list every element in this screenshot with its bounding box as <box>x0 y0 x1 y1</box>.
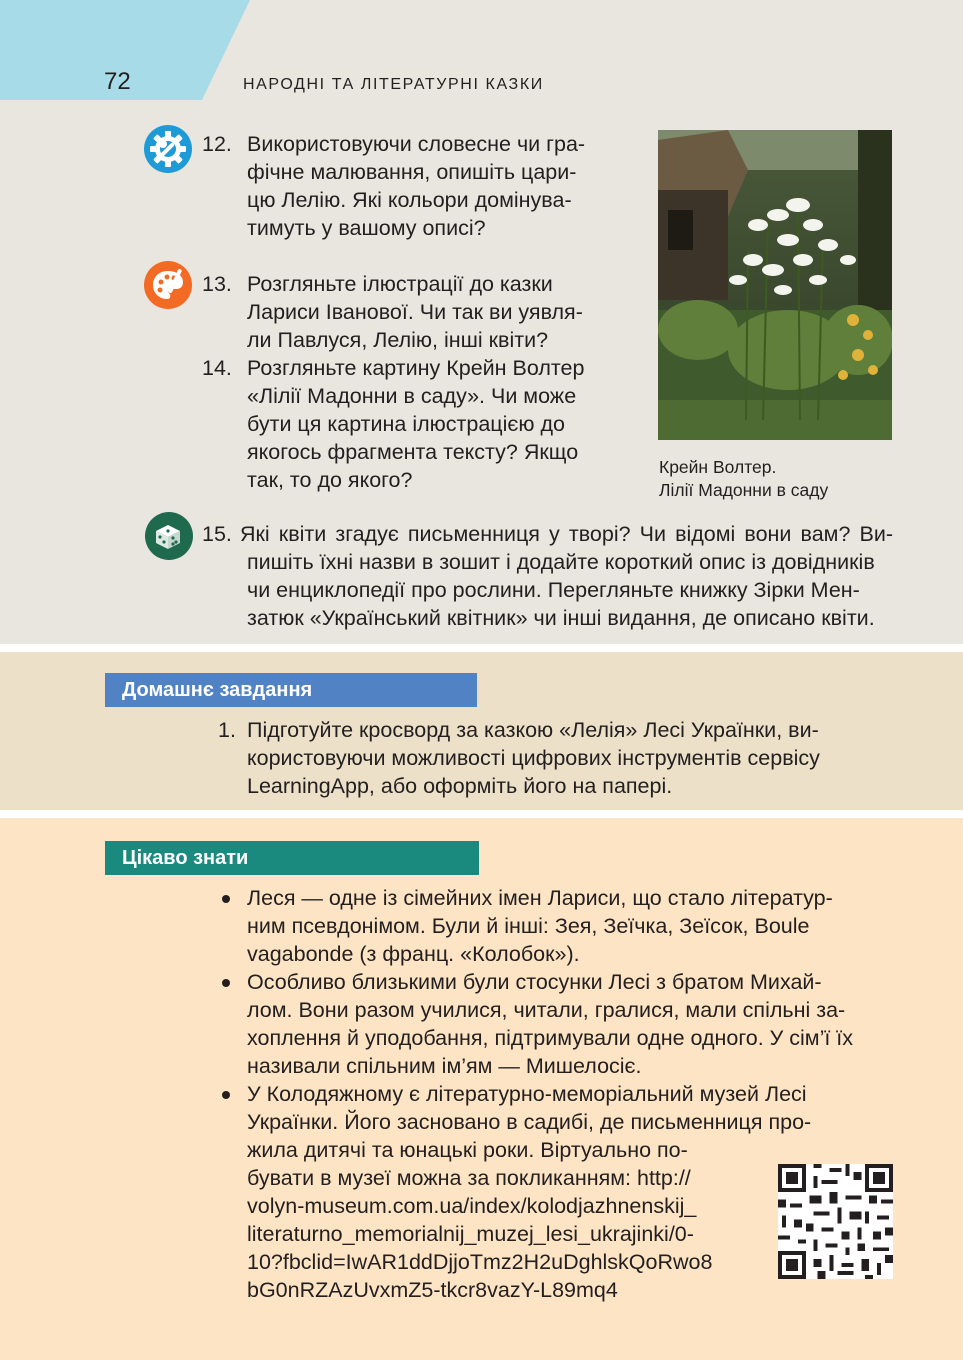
task-number: 12. <box>202 132 232 156</box>
bullet-dot <box>222 979 230 987</box>
task-14 <box>202 354 613 494</box>
task-number: 15. <box>202 522 232 546</box>
running-title: НАРОДНІ ТА ЛІТЕРАТУРНІ КАЗКИ <box>243 76 544 93</box>
qr-code-icon[interactable] <box>778 1164 893 1279</box>
caption-title: Лілії Мадонни в саду <box>659 480 829 500</box>
interesting-heading: Цікаво знати <box>105 841 479 875</box>
section-divider <box>0 644 963 652</box>
homework-heading: Домашнє завдання <box>105 673 477 707</box>
task-13 <box>202 270 613 354</box>
bullet-dot <box>222 1091 230 1099</box>
dice-icon <box>144 511 194 561</box>
page-number: 72 <box>104 68 131 95</box>
painting-madonna-lilies <box>658 130 892 440</box>
task-12 <box>202 130 613 242</box>
task-number: 13. <box>202 272 232 296</box>
list-item-text: У Колодяжному є літературно-меморіальний музей Лесі Українки. Його засновано в садибі, де письменниця про- жила дитячі та юнацькі роки. Віртуально по- бувати в музеї можна за покликанням: http:// volyn-museum.com.ua/index/kolodjazhnenskij_ literaturno_memorialnij_muzej_lesi_ukrajinki/0- 10?fbclid=IwAR1ddDjjoTmz2H2uDghlskQoRwo8 bG0nRZAzUvxmZ5-tkcr8vazY-L89mq4 <box>247 1082 812 1302</box>
task-text-first-line: Які квіти згадує письменниця у творі? Чи відомі вони вам? Ви- <box>240 522 893 546</box>
list-item-text: Особливо близькими були стосунки Лесі з братом Михай- лом. Вони разом училися, читали, гралися, мали спільні за- хоплення й уподобання, підтримували одне одного. У сім’ї їх називали спільним ім’ям — Мишелосіє. <box>247 970 854 1078</box>
task-number: 14. <box>202 356 232 380</box>
section-divider <box>0 810 963 818</box>
task-text: Розгляньте картину Крейн Волтер «Лілії Мадонни в саду». Чи може бути ця картина ілюстрацією до якогось фрагмента тексту? Якщо так, то до якого? <box>247 356 585 492</box>
palette-icon <box>143 260 193 310</box>
caption-author: Крейн Волтер. <box>659 457 777 477</box>
bullet-dot <box>222 895 230 903</box>
task-text: Використовуючи словесне чи гра- фічне малювання, опишіть цари- цю Лелію. Які кольори домінува- тимуть у вашому описі? <box>247 132 586 240</box>
task-15 <box>202 520 893 632</box>
homework-number: 1. <box>218 718 236 742</box>
figure-caption <box>659 456 828 502</box>
task-text: пишіть їхні назви в зошит і додайте короткий опис із довідників чи енциклопедії про рослини. Перегляньте книжку Зірки Мен- затюк «Український квітник» чи інші видання, де описано квіти. <box>247 550 875 630</box>
list-item-text: Леся — одне із сімейних імен Лариси, що стало літератур- ним псевдонімом. Були й інші: Зея, Зеїчка, Зеїсок, Boule vagabonde (з франц. «Колобок»). <box>247 886 833 966</box>
task-text: Розгляньте ілюстрації до казки Лариси Іванової. Чи так ви уявля- ли Павлуся, Лелію, інші квіти? <box>247 272 583 352</box>
homework-text: Підготуйте кросворд за казкою «Лелія» Лесі Українки, ви- користовуючи можливості цифрових інструментів сервісу LearningApp, або оформіть його на папері. <box>247 718 820 798</box>
gear-wrench-icon <box>143 124 193 174</box>
